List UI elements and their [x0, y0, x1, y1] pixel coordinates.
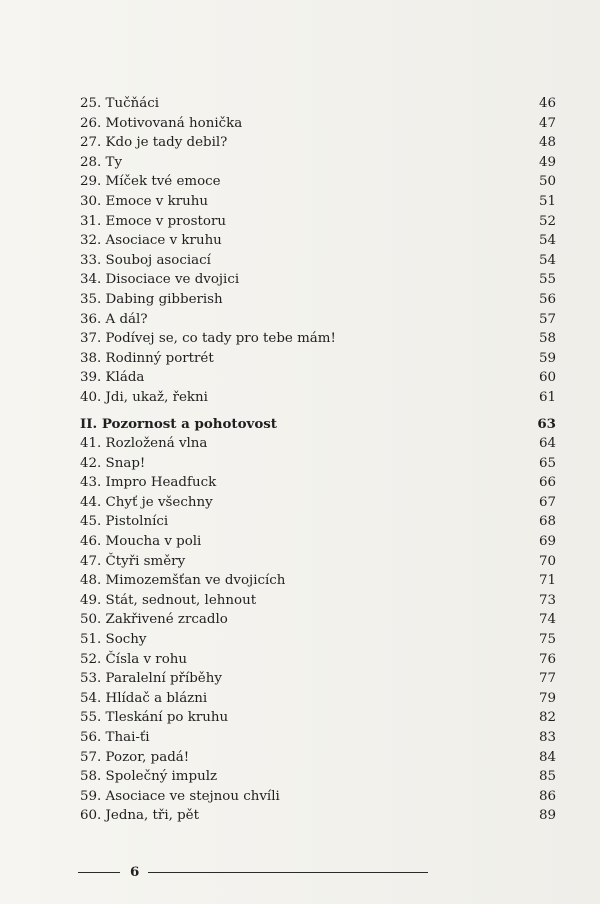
- toc-entry: [80, 767, 556, 787]
- toc-entry: [80, 689, 556, 709]
- entry-title: 43. Impro Headfuck: [80, 475, 217, 491]
- entry-title: 32. Asociace v kruhu: [80, 233, 222, 249]
- entry-title: 56. Thai-ťi: [80, 730, 150, 745]
- toc-entry: [80, 153, 556, 173]
- entry-title: 36. A dál?: [80, 311, 148, 327]
- entry-title: 33. Souboj asociací: [80, 252, 211, 268]
- toc-section-heading: [80, 415, 556, 435]
- entry-page-number: 49: [538, 154, 556, 170]
- entry-page-number: 58: [538, 331, 556, 347]
- toc-entry: [80, 434, 556, 454]
- toc-entry: [80, 251, 556, 271]
- entry-title: 39. Kláda: [80, 370, 145, 386]
- entry-page-number: 86: [538, 788, 556, 804]
- entry-page-number: 60: [538, 370, 556, 386]
- entry-title: 51. Sochy: [80, 632, 147, 648]
- toc-entry: [80, 806, 556, 826]
- toc-entry: [80, 748, 556, 768]
- entry-title: 52. Čísla v rohu: [80, 651, 188, 667]
- entry-title: 30. Emoce v kruhu: [80, 193, 208, 209]
- entry-page-number: 68: [538, 514, 556, 530]
- entry-title: 47. Čtyři směry: [80, 553, 186, 569]
- toc-entry: [80, 231, 556, 251]
- entry-page-number: 77: [538, 671, 556, 687]
- toc-entry: [80, 114, 556, 134]
- entry-title: 55. Tleskání po kruhu: [80, 710, 229, 726]
- toc-entry: [80, 133, 556, 153]
- entry-title: 35. Dabing gibberish: [80, 291, 223, 307]
- entry-title: 41. Rozložená vlna: [80, 436, 208, 452]
- entry-title: 42. Snap!: [80, 455, 146, 471]
- toc-entry: [80, 270, 556, 290]
- toc-entry: [80, 290, 556, 310]
- toc-entry: [80, 310, 556, 330]
- page-footer: [78, 862, 428, 882]
- entry-page-number: 56: [538, 291, 556, 307]
- entry-page-number: 79: [538, 690, 556, 706]
- entry-page-number: 83: [538, 730, 556, 745]
- entry-page-number: 74: [538, 612, 556, 628]
- entry-page-number: 61: [538, 389, 556, 405]
- entry-page-number: 50: [538, 174, 556, 190]
- footer-rule-left: [78, 872, 120, 873]
- entry-title: 58. Společný impulz: [80, 769, 218, 785]
- entry-page-number: 89: [538, 808, 556, 824]
- entry-title: 37. Podívej se, co tady pro tebe mám!: [80, 331, 336, 347]
- toc-entry: [80, 172, 556, 192]
- toc-entry: [80, 669, 556, 689]
- entry-page-number: 63: [537, 415, 556, 432]
- entry-title: 46. Moucha v poli: [80, 534, 202, 550]
- entry-page-number: 85: [538, 769, 556, 785]
- toc-entry: [80, 532, 556, 552]
- toc-entry: [80, 368, 556, 388]
- entry-page-number: 54: [538, 233, 556, 249]
- entry-page-number: 84: [538, 749, 556, 765]
- toc-entry: [80, 94, 556, 114]
- toc-entry: [80, 630, 556, 650]
- entry-page-number: 52: [538, 213, 556, 229]
- toc-entry: [80, 552, 556, 572]
- toc-entry: [80, 512, 556, 532]
- entry-title: 26. Motivovaná honička: [80, 115, 243, 131]
- footer-rule-right: [148, 872, 428, 873]
- entry-page-number: 54: [538, 252, 556, 268]
- entry-title: 59. Asociace ve stejnou chvíli: [80, 788, 280, 804]
- toc-entry: [80, 787, 556, 807]
- toc-entry: [80, 454, 556, 474]
- toc-entry: [80, 610, 556, 630]
- toc-entry: [80, 329, 556, 349]
- table-of-contents: [80, 94, 556, 826]
- entry-page-number: 69: [538, 534, 556, 550]
- entry-title: 44. Chyť je všechny: [80, 494, 213, 510]
- entry-page-number: 82: [538, 710, 556, 726]
- section-title: II. Pozornost a pohotovost: [80, 415, 277, 432]
- entry-page-number: 55: [538, 272, 556, 288]
- entry-page-number: 70: [538, 553, 556, 569]
- toc-entry: [80, 493, 556, 513]
- entry-page-number: 46: [538, 96, 556, 111]
- entry-title: 60. Jedna, tři, pět: [80, 808, 199, 824]
- entry-title: 48. Mimozemšťan ve dvojicích: [80, 573, 286, 589]
- entry-title: 28. Ty: [80, 154, 123, 170]
- toc-entry: [80, 708, 556, 728]
- entry-title: 49. Stát, sednout, lehnout: [80, 592, 257, 608]
- entry-title: 29. Míček tvé emoce: [80, 174, 221, 190]
- entry-page-number: 75: [538, 632, 556, 648]
- entry-title: 40. Jdi, ukaž, řekni: [80, 389, 208, 405]
- entry-page-number: 48: [538, 135, 556, 151]
- entry-page-number: 66: [538, 475, 556, 491]
- entry-title: 25. Tučňáci: [80, 96, 159, 111]
- entry-page-number: 65: [538, 455, 556, 471]
- toc-entry: [80, 349, 556, 369]
- toc-entry: [80, 212, 556, 232]
- page-number: 6: [130, 864, 140, 880]
- toc-entry: [80, 473, 556, 493]
- toc-entry: [80, 728, 556, 748]
- entry-page-number: 47: [538, 115, 556, 131]
- entry-title: 45. Pistolníci: [80, 514, 169, 530]
- entry-page-number: 64: [538, 436, 556, 452]
- entry-page-number: 71: [538, 573, 556, 589]
- entry-page-number: 67: [538, 494, 556, 510]
- toc-entry: [80, 650, 556, 670]
- toc-entry: [80, 571, 556, 591]
- entry-title: 54. Hlídač a blázni: [80, 690, 208, 706]
- entry-title: 53. Paralelní příběhy: [80, 671, 222, 687]
- entry-title: 50. Zakřivené zrcadlo: [80, 612, 228, 628]
- entry-page-number: 73: [538, 592, 556, 608]
- entry-page-number: 57: [538, 311, 556, 327]
- entry-title: 31. Emoce v prostoru: [80, 213, 226, 229]
- entry-title: 38. Rodinný portrét: [80, 350, 214, 366]
- toc-entry: [80, 591, 556, 611]
- toc-entry: [80, 192, 556, 212]
- entry-title: 27. Kdo je tady debil?: [80, 135, 228, 151]
- entry-page-number: 76: [538, 651, 556, 667]
- entry-title: 34. Disociace ve dvojici: [80, 272, 240, 288]
- entry-title: 57. Pozor, padá!: [80, 749, 190, 765]
- entry-page-number: 59: [538, 350, 556, 366]
- toc-entry: [80, 388, 556, 408]
- entry-page-number: 51: [538, 193, 556, 209]
